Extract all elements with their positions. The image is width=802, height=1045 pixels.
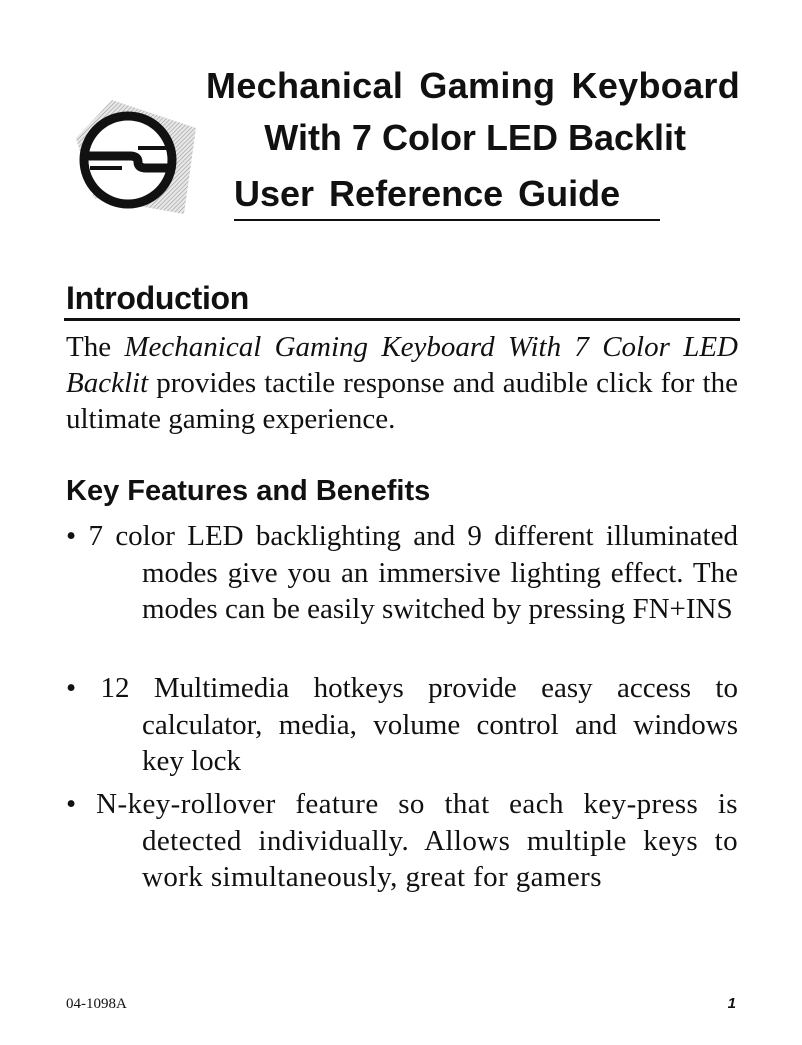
page-number: 1 bbox=[727, 995, 736, 1012]
introduction-heading: Introduction bbox=[66, 280, 250, 316]
title-line-2: With 7 Color LED Backlit bbox=[264, 117, 686, 158]
feature-item: • N-key-rollover feature so that each key-press is detected individually. Allows multiple keys to work simultaneously, great for gamers bbox=[66, 788, 738, 893]
document-code: 04-1098A bbox=[66, 996, 127, 1012]
feature-item: • 7 color LED backlighting and 9 different illuminated modes give you an immersive lighting effect. The modes can be easily switched by pressing FN+INS bbox=[66, 520, 738, 625]
introduction-divider bbox=[64, 318, 740, 321]
product-name: Mechanical Gaming Keyboard With 7 Color LED Backlit bbox=[66, 331, 738, 399]
title-line-3: User Reference Guide bbox=[234, 173, 621, 214]
title-line-1: Mechanical Gaming Keyboard bbox=[206, 65, 740, 106]
introduction-text: The Mechanical Gaming Keyboard With 7 Color LED Backlit provides tactile response and audible click for the ultimate gaming experience. bbox=[66, 331, 738, 435]
features-heading: Key Features and Benefits bbox=[66, 475, 431, 507]
title-underline bbox=[234, 219, 660, 221]
feature-item: • 12 Multimedia hotkeys provide easy access to calculator, media, volume control and windows key lock bbox=[66, 672, 738, 777]
